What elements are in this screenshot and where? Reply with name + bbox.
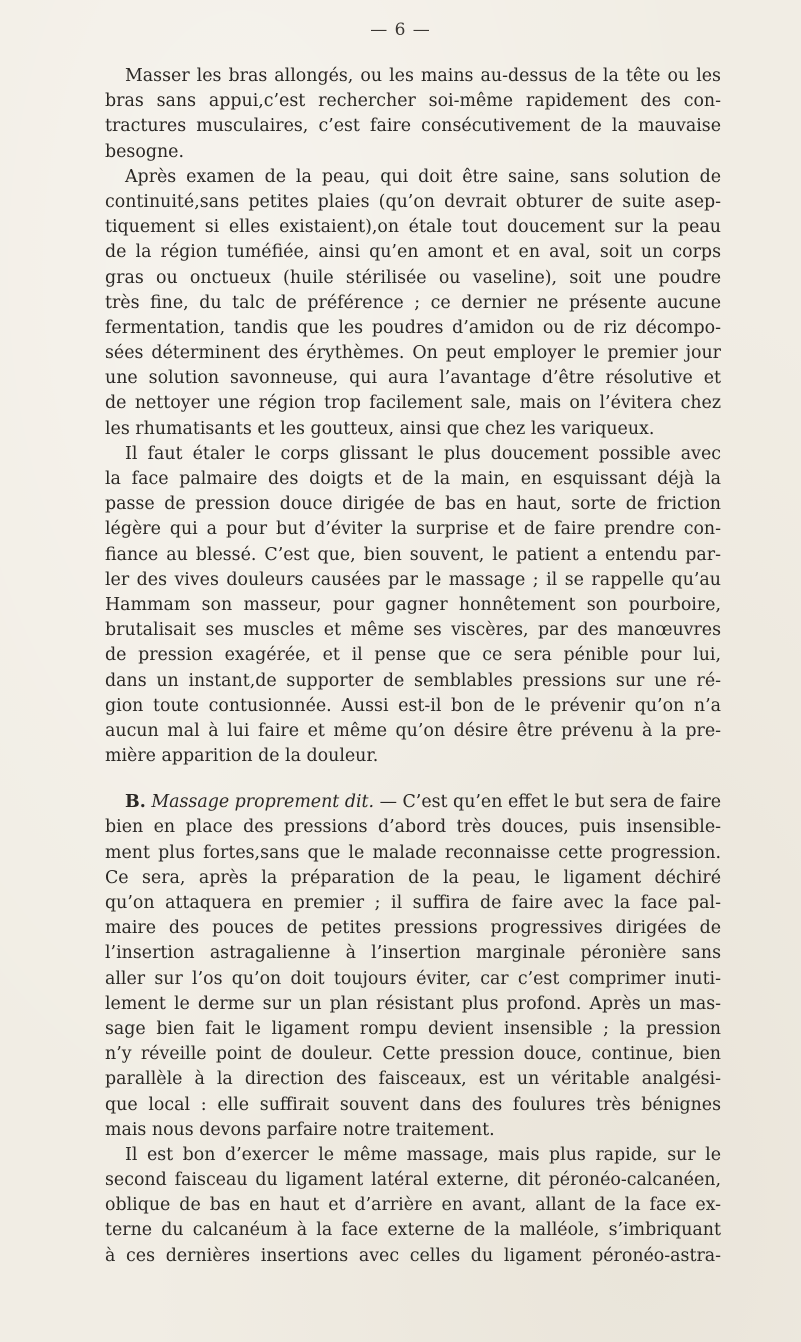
text-line: la face palmaire des doigts et de la main, en esquissant déjà la	[105, 469, 721, 489]
text-line: légère qui a pour but d’éviter la surprise et de faire prendre con-	[105, 519, 721, 540]
text-line: mière apparition de la douleur.	[105, 746, 379, 767]
text-line: à ces dernières insertions avec celles du ligament péronéo-astra-	[105, 1245, 721, 1266]
text-line: parallèle à la direction des faisceaux, est un véritable analgési-	[105, 1069, 721, 1090]
text-line: que local : elle suffirait souvent dans des foulures très bénignes	[105, 1094, 721, 1115]
text-line: Il faut étaler le corps glissant le plus doucement possible avec	[125, 443, 721, 464]
text-line: besogne.	[105, 141, 184, 162]
section-heading: Massage proprement dit.	[151, 792, 375, 813]
text-line: Hammam son masseur, pour gagner honnêtement son pourboire,	[105, 594, 721, 615]
paragraph-3	[105, 442, 721, 769]
text-line: n’y réveille point de douleur. Cette pression douce, continue, bien	[105, 1044, 721, 1065]
section-letter: B.	[125, 792, 146, 813]
paragraph-2	[105, 165, 721, 442]
section-heading-rest: — C’est qu’en effet le but sera de faire	[374, 792, 721, 813]
text-line: de pression exagérée, et il pense que ce sera pénible pour lui,	[105, 645, 721, 666]
section-gap	[105, 769, 721, 790]
text-line: Ce sera, après la préparation de la peau, le ligament déchiré	[105, 867, 721, 888]
text-line: une solution savonneuse, qui aura l’avantage d’être résolutive et	[105, 368, 721, 389]
text-line: oblique de bas en haut et d’arrière en avant, allant de la face ex-	[105, 1195, 721, 1216]
text-line: bien en place des pressions d’abord très douces, puis insensible-	[105, 817, 721, 838]
text-line: gion toute contusionnée. Aussi est-il bon de le prévenir qu’on n’a	[105, 695, 721, 716]
section-b	[105, 790, 721, 1143]
text-line: fermentation, tandis que les poudres d’amidon ou de riz décompo-	[105, 317, 721, 338]
text-line: second faisceau du ligament latéral externe, dit péronéo-calcanéen,	[105, 1170, 721, 1191]
text-line: aucun mal à lui faire et même qu’on désire être prévenu à la pre-	[105, 720, 721, 741]
text-line: fiance au blessé. C’est que, bien souvent, le patient a entendu par-	[105, 544, 721, 565]
text-line: qu’on attaquera en premier ; il suffira de faire avec la face pal-	[105, 893, 721, 913]
text-line: bras sans appui,c’est rechercher soi-même rapidement des con-	[105, 91, 721, 112]
body-text	[105, 64, 721, 1269]
text-line: brutalisait ses muscles et même ses viscères, par des manœuvres	[105, 620, 721, 641]
paragraph-1	[105, 64, 721, 165]
text-line: les rhumatisants et les goutteux, ainsi que chez les variqueux.	[105, 418, 655, 439]
text-line: mais nous devons parfaire notre traitement.	[105, 1119, 495, 1140]
text-line: passe de pression douce dirigée de bas en haut, sorte de friction	[105, 494, 721, 515]
page-number: — 6 —	[370, 20, 431, 40]
text-line: ler des vives douleurs causées par le massage ; il se rappelle qu’au	[105, 569, 721, 590]
text-line: tractures musculaires, c’est faire consécutivement de la mauvaise	[105, 116, 721, 137]
text-line: lement le derme sur un plan résistant plus profond. Après un mas-	[105, 993, 721, 1014]
text-line: terne du calcanéum à la face externe de la malléole, s’imbriquant	[105, 1220, 721, 1241]
text-line: maire des pouces de petites pressions progressives dirigées de	[105, 918, 721, 939]
section-b-heading-line	[105, 790, 721, 815]
text-line: sées déterminent des érythèmes. On peut employer le premier jour	[105, 343, 721, 364]
text-line: sage bien fait le ligament rompu devient insensible ; la pression	[105, 1018, 721, 1039]
text-line: Après examen de la peau, qui doit être saine, sans solution de	[125, 166, 721, 187]
text-line: Masser les bras allongés, ou les mains au-dessus de la tête ou les	[125, 66, 721, 86]
text-line: l’insertion astragalienne à l’insertion marginale péronière sans	[105, 943, 721, 964]
text-line: dans un instant,de supporter de semblables pressions sur une ré-	[105, 670, 721, 691]
text-line: gras ou onctueux (huile stérilisée ou vaseline), soit une poudre	[105, 267, 721, 288]
text-line: ment plus fortes,sans que le malade reconnaisse cette progression.	[105, 842, 721, 863]
text-line: tiquement si elles existaient),on étale tout doucement sur la peau	[105, 217, 721, 238]
paragraph-last	[105, 1143, 721, 1269]
text-line: Il est bon d’exercer le même massage, mais plus rapide, sur le	[125, 1144, 721, 1165]
text-line: de nettoyer une région trop facilement sale, mais on l’évitera chez	[105, 393, 721, 414]
text-line: continuité,sans petites plaies (qu’on devrait obturer de suite asep-	[105, 191, 721, 212]
text-line: très fine, du talc de préférence ; ce dernier ne présente aucune	[105, 292, 721, 313]
text-line: aller sur l’os qu’on doit toujours éviter, car c’est comprimer inuti-	[105, 968, 721, 989]
text-line: de la région tuméfiée, ainsi qu’en amont et en aval, soit un corps	[105, 242, 721, 263]
